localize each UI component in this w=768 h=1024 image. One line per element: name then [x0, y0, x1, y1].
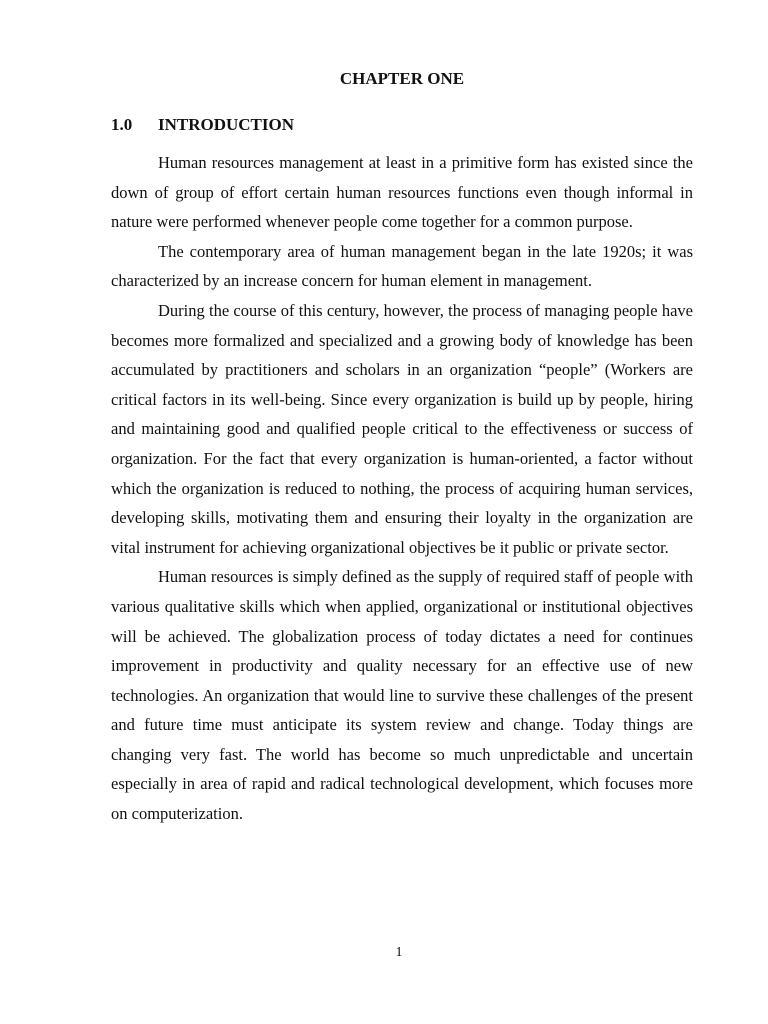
page-number: 1	[395, 945, 403, 960]
body-text	[111, 148, 693, 829]
paragraph: Human resources is simply defined as the supply of required staff of people with various qualitative skills which when applied, organizational or institutional objectives will be achieved. The globalization process of today dictates a need for continues improvement in productivity and quality necessary for an effective use of new technologies. An organization that would line to survive these challenges of the present and future time must anticipate its system review and change. Today things are changing very fast. The world has become so much unpredictable and uncertain especially in area of rapid and radical technological development, which focuses more on computerization.	[111, 567, 693, 824]
chapter-title: CHAPTER ONE	[339, 69, 465, 88]
section-number: 1.0	[111, 115, 133, 134]
section-heading	[111, 114, 294, 136]
paragraph: Human resources management at least in a primitive form has existed since the down of group of effort certain human resources functions even though informal in nature were performed whenever people come together for a common purpose.	[111, 153, 693, 232]
section-title: INTRODUCTION	[158, 115, 295, 134]
paragraph: During the course of this century, however, the process of managing people have becomes more formalized and specialized and a growing body of knowledge has been accumulated by practitioners and scholars in an organization “people” (Workers are critical factors in its well-being. Since every organization is build up by people, hiring and maintaining good and qualified people critical to the effectiveness or success of organization. For the fact that every organization is human-oriented, a factor without which the organization is reduced to nothing, the process of acquiring human services, developing skills, motivating them and ensuring their loyalty in the organization are vital instrument for achieving organizational objectives be it public or private sector.	[111, 300, 693, 557]
paragraph: The contemporary area of human management began in the late 1920s; it was characterized by an increase concern for human element in management.	[111, 241, 693, 291]
